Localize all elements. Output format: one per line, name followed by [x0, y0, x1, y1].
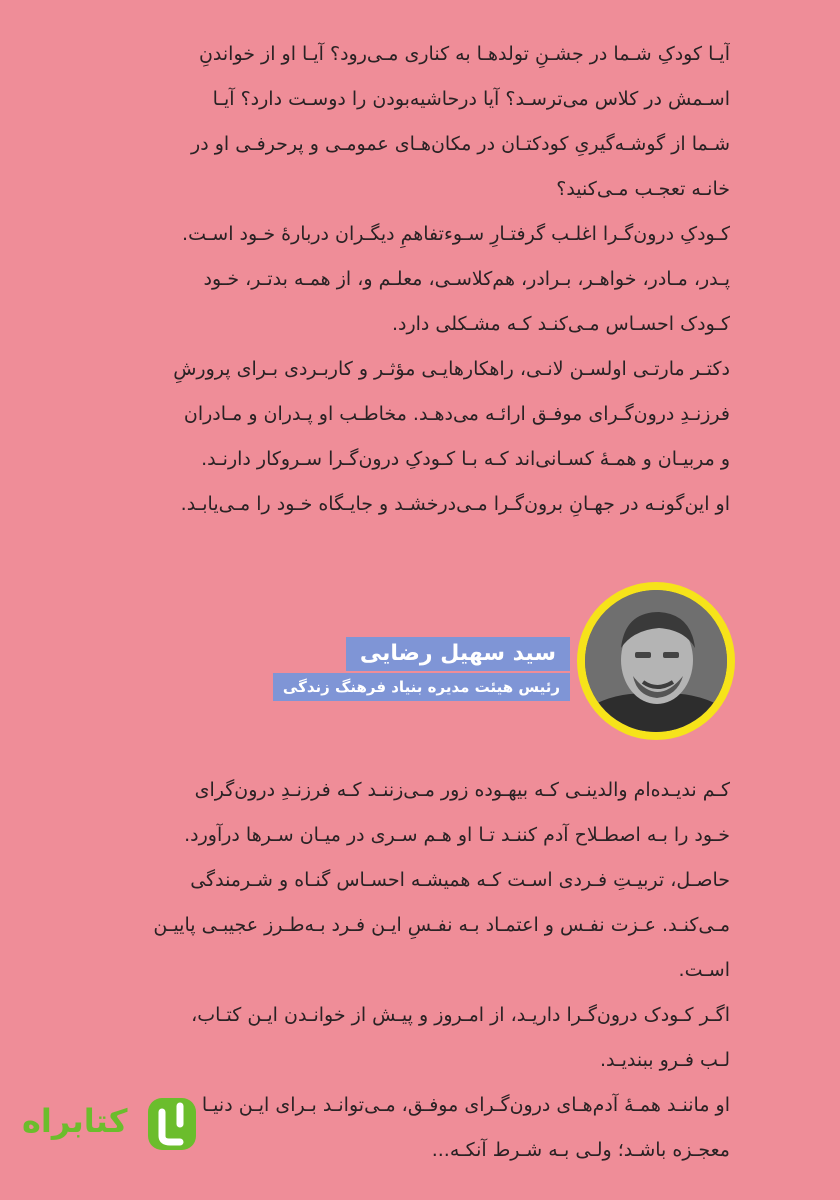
blurb-line: پـدر، مـادر، خواهـر، بـرادر، هم‌کلاسـی، معلـم و، از همـه بدتـر، خـود	[203, 268, 730, 290]
blurb-line: خانـه تعجـب مـی‌کنید؟	[556, 178, 730, 200]
blurb-line: آیـا کودکِ شـما در جشـنِ تولدهـا به کناری مـی‌رود؟ آیـا او از خواندنِ	[198, 43, 730, 65]
ketabrah-logo-icon	[144, 1094, 200, 1154]
blurb-line: خـود را بـه اصطـلاح آدم کننـد تـا او هـم سـری در میـان سـرها درآورد.	[184, 824, 730, 846]
logo-text: کتابراه	[22, 1102, 128, 1140]
author-photo-frame	[577, 582, 735, 740]
upper-blurb	[118, 32, 730, 527]
blurb-line: او این‌گونـه در جهـانِ برون‌گـرا مـی‌درخشـد و جایـگاه خـود را مـی‌یابـد.	[180, 493, 730, 515]
blurb-line: حاصـل، تربیـتِ فـردی اسـت کـه همیشـه احسـاس گنـاه و شـرمندگی	[190, 869, 730, 891]
blurb-line: لـب فـرو ببندیـد.	[600, 1049, 730, 1071]
author-portrait-icon	[585, 590, 727, 732]
blurb-line: کـم ندیـده‌ام والدینـی کـه بیهـوده زور مـی‌زننـد کـه فرزنـدِ درون‌گرای	[194, 779, 730, 801]
blurb-line: او ماننـد همـۀ آدم‌هـای درون‌گـرای موفـق، مـی‌توانـد بـرای ایـن دنیـا	[201, 1094, 730, 1116]
blurb-line: کـودک احسـاس مـی‌کنـد کـه مشـکلی دارد.	[391, 313, 730, 335]
blurb-line: مـی‌کنـد. عـزت نفـس و اعتمـاد بـه نفـسِ ایـن فـرد بـه‌طـرز عجیبـی پاییـن	[153, 914, 730, 936]
ketabrah-logo	[22, 1090, 202, 1160]
author-photo	[585, 590, 727, 732]
lower-blurb	[118, 768, 730, 1173]
author-role: رئیس هیئت مدیره بنیاد فرهنگ زندگی	[273, 673, 570, 701]
blurb-line: اسـمش در کلاس می‌ترسـد؟ آیا درحاشیه‌بودن را دوسـت دارد؟ آیـا	[212, 88, 730, 110]
author-name: سید سهیل رضایی	[346, 637, 570, 671]
blurb-line: کـودکِ درون‌گـرا اغلـب گرفتـارِ سـوءتفاهمِ دیگـران دربارۀ خـود اسـت.	[182, 223, 730, 245]
blurb-line: اسـت.	[678, 959, 730, 981]
blurb-line: دکتـر مارتـی اولسـن لانـی، راهکارهایـی مؤثـر و کاربـردی بـرای پرورشِ	[173, 358, 730, 380]
blurb-line: اگـر کـودک درون‌گـرا داریـد، از امـروز و پیـش از خوانـدن ایـن کتـاب،	[191, 1004, 730, 1026]
author-block	[282, 580, 735, 750]
blurb-line: معجـزه باشـد؛ ولـی بـه شـرط آنکـه...	[431, 1139, 730, 1161]
blurb-line: و مربیـان و همـۀ کسـانی‌اند کـه بـا کـودکِ درون‌گـرا سـروکار دارنـد.	[201, 448, 730, 470]
blurb-line: شـما از گوشـه‌گیریِ کودکتـان در مکان‌هـای عمومـی و پرحرفـی او در	[191, 133, 730, 155]
blurb-line: فرزنـدِ درون‌گـرای موفـق ارائـه می‌دهـد. مخاطـب او پـدران و مـادران	[183, 403, 730, 425]
